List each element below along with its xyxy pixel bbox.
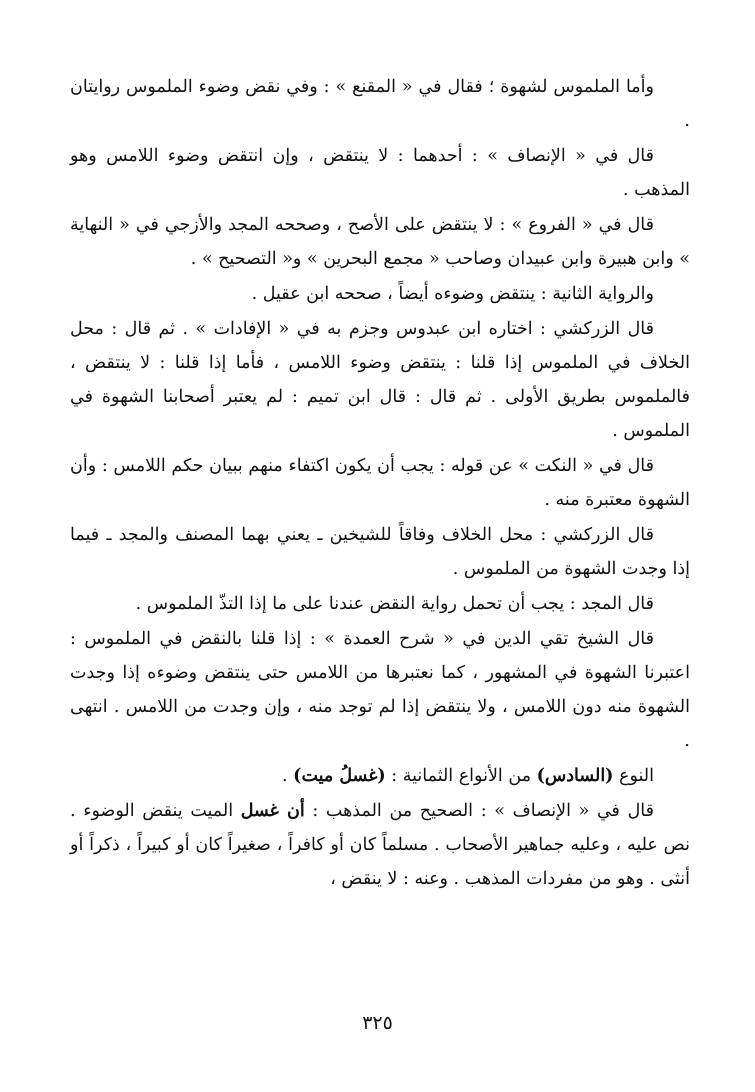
paragraph-8: قال المجد : يجب أن تحمل رواية النقض عندنا على ما إذا التذّ الملموس . (135, 594, 654, 614)
paragraph-6: قال في « النكت » عن قوله : يجب أن يكون اكتفاء منهم ببيان حكم اللامس : وأن الشهوة معتبرة منه . (70, 456, 690, 510)
heading-prefix: النوع (613, 766, 654, 786)
heading-suffix: . (282, 766, 294, 786)
paragraph-1: وأما الملموس لشهوة ؛ فقال في « المقنع » : وفي نقض وضوء الملموس روايتان . (70, 77, 690, 131)
page-body (70, 70, 690, 897)
paragraph-4: والرواية الثانية : ينتقض وضوءه أيضاً ، صححه ابن عقيل . (251, 284, 654, 304)
heading-middle: من الأنواع الثمانية : (385, 766, 537, 786)
final-part-1: قال في « الإنصاف » : الصحيح من المذهب : (304, 801, 654, 821)
paragraph-final (70, 794, 690, 896)
paragraph-3: قال في « الفروع » : لا ينتقض على الأصح ، وصححه المجد والأزجي في « النهاية » وابن هبيرة وابن عبيدان وصاحب « مجمع البحرين » و« التصحيح » . (70, 215, 690, 269)
paragraph-7: قال الزركشي : محل الخلاف وفاقاً للشيخين ـ يعني بهما المصنف والمجد ـ فيما إذا وجدت الشهوة من الملموس . (70, 525, 690, 579)
heading-bold-washing: (غسلُ ميت) (293, 766, 386, 786)
final-bold: أن غسل (240, 801, 305, 821)
paragraph-5: قال الزركشي : اختاره ابن عبدوس وجزم به في « الإفادات » . ثم قال : محل الخلاف في الملموس إذا قلنا : ينتقض وضوء اللامس ، فأما إذا قلنا : لا ينتقض ، فالملموس بطريق الأولى . ثم قال : قال ابن تميم : لم يعتبر أصحابنا الشهوة في الملموس . (70, 319, 690, 441)
paragraph-2: قال في « الإنصاف » : أحدهما : لا ينتقض ، وإن انتقض وضوء اللامس وهو المذهب . (70, 146, 690, 200)
final-part-2: الميت ينقض الوضوء . نص عليه ، وعليه جماهير الأصحاب . مسلماً كان أو كافراً ، صغيراً كان أو كبيراً ، ذكراً أو أنثى . وهو من مفردات المذهب . وعنه : لا ينقض ، (70, 801, 690, 889)
paragraph-9: قال الشيخ تقي الدين في « شرح العمدة » : إذا قلنا بالنقض في الملموس : اعتبرنا الشهوة في المشهور ، كما نعتبرها من اللامس حتى ينتقض وضوءه إذا وجدت الشهوة منه دون اللامس ، ولا ينتقض إذا لم توجد منه ، وإن وجدت من اللامس . انتهى . (70, 629, 690, 751)
section-heading (70, 759, 690, 793)
page-number: ٣٢٥ (362, 1012, 393, 1034)
heading-bold-sixth: (السادس) (536, 766, 614, 786)
